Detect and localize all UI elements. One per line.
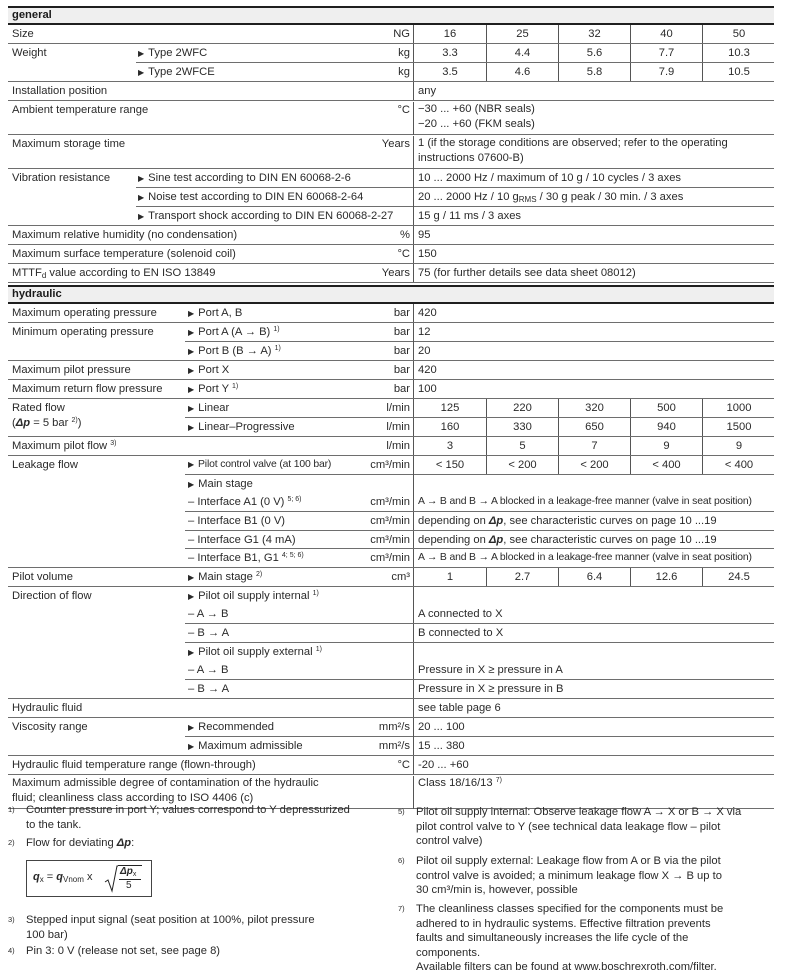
value: A → B and B → A blocked in a leakage-free manner (valve in seat position) <box>418 496 752 507</box>
value: 15 g / 11 ms / 3 axes <box>418 210 522 222</box>
triangle-bullet-icon: ▶ <box>188 404 195 413</box>
unit: cm³/min <box>370 459 410 471</box>
ng-32: 32 <box>558 25 630 43</box>
sub-label: – B → A <box>188 627 230 639</box>
weight-row <box>8 44 774 82</box>
ng-50: 50 <box>702 25 775 43</box>
ambient-temp-row <box>8 101 774 135</box>
sub-label: Sine test according to DIN EN 60068-2-6 <box>148 172 351 184</box>
value: B connected to X <box>418 627 504 639</box>
row-label: Installation position <box>12 85 108 97</box>
triangle-bullet-icon: ▶ <box>138 49 145 58</box>
triangle-bullet-icon: ▶ <box>188 385 195 394</box>
size-row <box>8 25 774 44</box>
value: 75 (for further details see data sheet 08012) <box>413 264 774 282</box>
value: 12.6 <box>630 568 702 586</box>
humidity-row <box>8 226 774 245</box>
unit: bar <box>393 326 410 338</box>
unit: Years <box>381 267 410 279</box>
rated-flow-row: Rated flow (Δp = 5 bar $^{2)}$) ▶ Linear l/min ▶ Linear–Progressive l/min 125 220 320 500 1000 160 330 650 940 1500 <box>8 399 774 437</box>
surface-temp-row <box>8 245 774 264</box>
fraction-denominator: 5 <box>126 880 132 891</box>
value: A → B and B → A blocked in a leakage-free manner (valve in seat position) <box>418 552 752 563</box>
unit: °C <box>397 248 410 260</box>
row-label: Maximum relative humidity (no condensation) <box>12 229 238 241</box>
value: 20 ... 100 <box>413 718 774 755</box>
value: 6.4 <box>558 568 630 586</box>
fluid-temp-row <box>8 756 774 775</box>
value: 24.5 <box>702 568 775 586</box>
unit: bar <box>393 345 410 357</box>
triangle-bullet-icon: ▶ <box>188 328 195 337</box>
sub-label: Transport shock according to DIN EN 60068-2-27 <box>148 210 394 222</box>
row-label: Maximum operating pressure <box>12 307 157 319</box>
unit: cm³/min <box>370 515 410 527</box>
value: -20 ... +60 <box>413 756 774 774</box>
triangle-bullet-icon: ▶ <box>188 347 195 356</box>
row-label: Direction of flow <box>12 590 92 602</box>
value: depending on Δp, see characteristic curves on page 10 ...19 <box>418 534 717 546</box>
sqrt-icon <box>104 865 118 893</box>
value: 3 <box>413 437 486 455</box>
sub-label: – Interface A1 (0 V) $^{5; 6)}$ <box>188 496 302 508</box>
triangle-bullet-icon: ▶ <box>138 174 145 183</box>
unit: cm³/min <box>370 552 410 564</box>
sub-label: – Interface B1 (0 V) <box>188 515 286 527</box>
value: 7.9 <box>630 63 702 81</box>
value: 1500 <box>702 418 775 436</box>
triangle-bullet-icon: ▶ <box>188 460 195 469</box>
triangle-bullet-icon: ▶ <box>188 742 195 751</box>
row-label: Hydraulic fluid temperature range (flown-through) <box>12 759 256 771</box>
value: 330 <box>486 418 558 436</box>
value: < 200 <box>486 456 558 474</box>
sub-label: Noise test according to DIN EN 60068-2-64 <box>148 191 364 203</box>
unit: cm³ <box>391 571 410 583</box>
triangle-bullet-icon: ▶ <box>138 212 145 221</box>
unit: NG <box>393 28 410 40</box>
value: 3.3 <box>413 44 486 62</box>
max-pilot-flow-row <box>8 437 774 456</box>
sub-label: – Interface G1 (4 mA) <box>188 534 296 546</box>
unit: l/min <box>386 421 410 433</box>
value: < 400 <box>702 456 775 474</box>
value: Pressure in X ≥ pressure in B <box>418 683 564 695</box>
value: 650 <box>558 418 630 436</box>
value: 7 <box>558 437 630 455</box>
ng-16: 16 <box>413 25 486 43</box>
formula: qx = qVnom x <box>33 871 93 884</box>
row-label: Hydraulic fluid <box>12 702 83 714</box>
row-label: Viscosity range <box>12 721 88 733</box>
row-label: Vibration resistance <box>12 172 111 184</box>
value: 5 <box>486 437 558 455</box>
value: 10 ... 2000 Hz / maximum of 10 g / 10 cycles / 3 axes <box>413 169 774 225</box>
value: 10.5 <box>702 63 775 81</box>
unit: bar <box>393 307 410 319</box>
unit: bar <box>393 383 410 395</box>
row-label: Weight <box>12 47 47 59</box>
triangle-bullet-icon: ▶ <box>188 573 195 582</box>
unit: kg <box>398 47 410 59</box>
max-pilot-pressure-row: Maximum pilot pressure ▶ Port X bar 420 <box>8 361 774 380</box>
unit: cm³/min <box>370 534 410 546</box>
triangle-bullet-icon: ▶ <box>188 592 195 601</box>
general-table <box>8 6 774 283</box>
value: depending on Δp, see characteristic curves on page 10 ...19 <box>418 515 717 527</box>
row-label: Rated flow (Δp = 5 bar $^{2)}$) <box>12 402 82 429</box>
value: Pressure in X ≥ pressure in A <box>418 664 563 676</box>
value: 1 (if the storage conditions are observed; refer to the operating instructions 07600-B) <box>413 136 774 169</box>
unit: Years <box>381 138 410 150</box>
flow-formula-box <box>26 860 152 897</box>
value: 3.5 <box>413 63 486 81</box>
triangle-bullet-icon: ▶ <box>188 309 195 318</box>
value: 1000 <box>702 399 775 417</box>
unit: °C <box>397 104 410 116</box>
value: −30 ... +60 (NBR seals) −20 ... +60 (FKM seals) <box>413 102 774 135</box>
unit: kg <box>398 66 410 78</box>
storage-time-row <box>8 135 774 169</box>
column-divider <box>413 474 414 567</box>
value: 500 <box>630 399 702 417</box>
unit: mm²/s <box>378 721 410 733</box>
value: 420 <box>413 304 774 322</box>
row-label: Maximum pilot pressure <box>12 364 131 376</box>
value: 420 <box>413 361 774 379</box>
unit: bar <box>393 364 410 376</box>
triangle-bullet-icon: ▶ <box>188 723 195 732</box>
triangle-bullet-icon: ▶ <box>138 68 145 77</box>
value: 12 <box>413 323 774 360</box>
value: 20 ... 2000 Hz / 10 gRMS / 30 g peak / 30 min. / 3 axes <box>418 191 684 204</box>
triangle-bullet-icon: ▶ <box>188 480 195 489</box>
row-label: Maximum storage time <box>12 138 126 150</box>
row-label: MTTFd value according to EN ISO 13849 <box>12 267 216 280</box>
row-label: Maximum admissible degree of contamination of the hydraulic fluid; cleanliness class according to ISO 4406 (c) <box>12 777 319 804</box>
value: 150 <box>413 245 774 263</box>
row-label: Maximum pilot flow $^{3)}$ <box>12 440 117 452</box>
value: < 200 <box>558 456 630 474</box>
value: 4.6 <box>486 63 558 81</box>
row-label: Pilot volume <box>12 571 73 583</box>
hydraulic-fluid-row <box>8 699 774 718</box>
unit: l/min <box>386 440 410 452</box>
min-operating-pressure-row: Minimum operating pressure ▶ Port A (A → B) $^{1)}$ bar ▶ Port B (B → A) $^{1)}$ bar 12 20 <box>8 323 774 361</box>
value: 940 <box>630 418 702 436</box>
sub-label: Type 2WFC <box>148 47 208 59</box>
mttf-row <box>8 264 774 283</box>
value: 20 <box>418 345 431 357</box>
sub-label: – B → A <box>188 683 230 695</box>
unit: cm³/min <box>370 496 410 508</box>
unit: % <box>400 229 410 241</box>
value: < 150 <box>413 456 486 474</box>
value: 5.8 <box>558 63 630 81</box>
row-label: Maximum return flow pressure <box>12 383 163 395</box>
triangle-bullet-icon: ▶ <box>188 423 195 432</box>
row-label: Minimum operating pressure <box>12 326 154 338</box>
value: 15 ... 380 <box>418 740 465 752</box>
fraction-numerator: $\Delta p_x$ <box>120 866 137 878</box>
section-header-hydraulic: hydraulic <box>8 285 774 304</box>
value: 125 <box>413 399 486 417</box>
triangle-bullet-icon: ▶ <box>188 648 195 657</box>
row-label: Maximum surface temperature (solenoid coil) <box>12 248 236 260</box>
leakage-flow-row: Leakage flow ▶ Pilot control valve (at 100 bar) cm³/min < 150 < 200 < 200 < 400 < 400 ▶ Main stage – Interface A1 (0 V) $^{5; 6)}$ cm³/min A → B and B → A blocked in a leakage-free manner (valve in seat position) – Interface B1 (0 V) cm³/min depending on Δp, see characteristic curves on page 10 ...19 – Interface G1 (4 mA) cm³/min depending on Δp, see characteristic curves on page 10 ...19 – Interface B1, G1 $^{4; 5; 6)}$ cm³/min A → B and B → A blocked in a leakage-free manner (valve in seat position) <box>8 456 774 568</box>
unit: °C <box>397 759 410 771</box>
sub-label: – Interface B1, G1 $^{4; 5; 6)}$ <box>188 552 304 564</box>
triangle-bullet-icon: ▶ <box>188 366 195 375</box>
hydraulic-table <box>8 285 774 809</box>
max-operating-pressure-row <box>8 304 774 323</box>
sub-label: Port A, B <box>198 307 243 319</box>
value: see table page 6 <box>413 699 774 717</box>
value: any <box>413 82 774 100</box>
sub-label: Type 2WFCE <box>148 66 215 78</box>
value: 320 <box>558 399 630 417</box>
value: 160 <box>413 418 486 436</box>
value: 95 <box>413 226 774 244</box>
value: 1 <box>413 568 486 586</box>
value: 10.3 <box>702 44 775 62</box>
value: 2.7 <box>486 568 558 586</box>
installation-row <box>8 82 774 101</box>
value: 9 <box>630 437 702 455</box>
value: A connected to X <box>418 608 503 620</box>
viscosity-row: Viscosity range ▶ Recommended mm²/s ▶ Maximum admissible mm²/s 20 ... 100 15 ... 380 <box>8 718 774 756</box>
value: 100 <box>413 380 774 398</box>
value: 7.7 <box>630 44 702 62</box>
ng-40: 40 <box>630 25 702 43</box>
pilot-volume-row: Pilot volume ▶ Main stage $^{2)}$ cm³ 1 2.7 6.4 12.6 24.5 <box>8 568 774 587</box>
row-label: Ambient temperature range <box>12 104 149 116</box>
value: < 400 <box>630 456 702 474</box>
row-label: Leakage flow <box>12 459 78 471</box>
divider <box>185 474 774 475</box>
unit: l/min <box>386 402 410 414</box>
vibration-row <box>8 169 774 226</box>
value: Class 18/16/13 $^{7)}$ <box>413 776 774 809</box>
value: 5.6 <box>558 44 630 62</box>
value: 220 <box>486 399 558 417</box>
ng-25: 25 <box>486 25 558 43</box>
triangle-bullet-icon: ▶ <box>138 193 145 202</box>
section-header-general: general <box>8 6 774 25</box>
value: 9 <box>702 437 775 455</box>
row-label: Size <box>12 28 34 40</box>
unit: mm²/s <box>378 740 410 752</box>
sub-label: – A → B <box>188 608 229 620</box>
direction-of-flow-row: Direction of flow ▶ Pilot oil supply internal $^{1)}$ – A → B A connected to X – B → A B connected to X ▶ Pilot oil supply external $^{1)}$ – A → B Pressure in X ≥ pressure in A – B → A Pressure in X ≥ pressure in B <box>8 587 774 699</box>
sub-label: – A → B <box>188 664 229 676</box>
value: 4.4 <box>486 44 558 62</box>
max-return-pressure-row: Maximum return flow pressure ▶ Port Y $^{1)}$ bar 100 <box>8 380 774 399</box>
